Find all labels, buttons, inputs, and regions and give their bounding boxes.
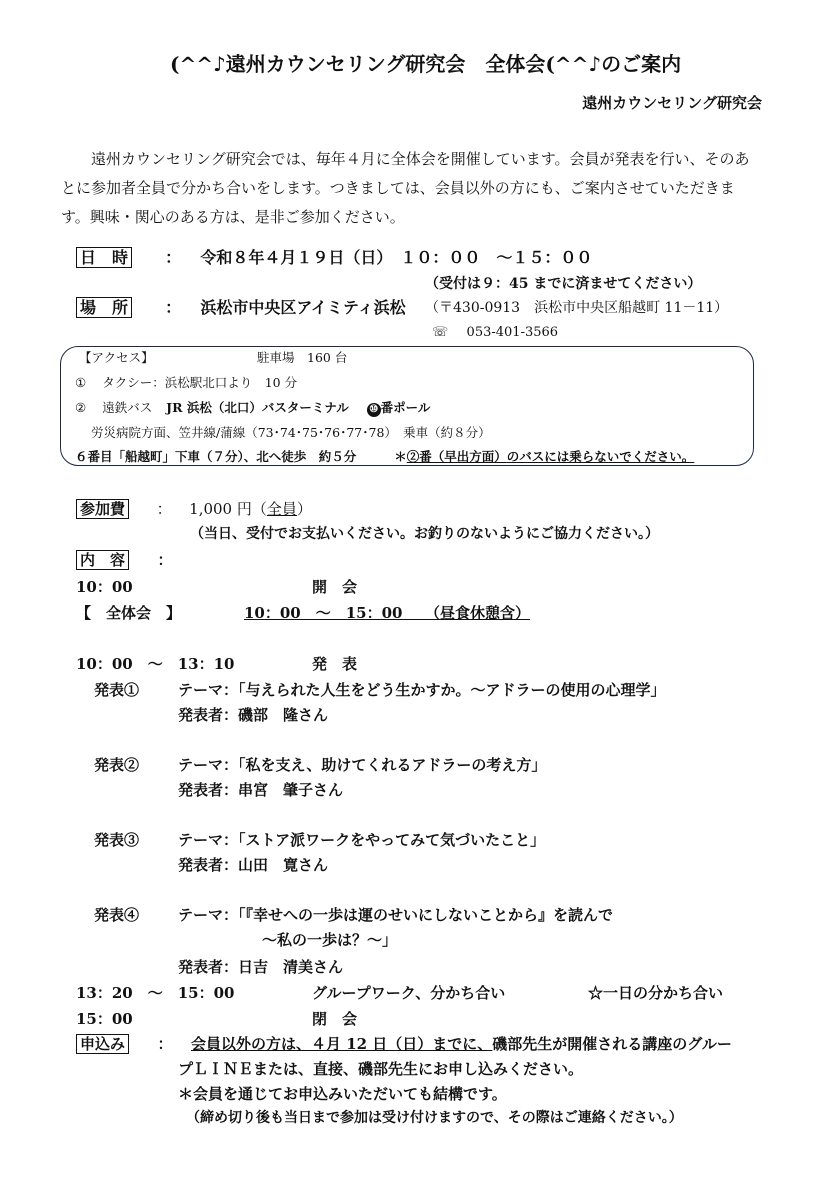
presenter-prefix: 発表者： bbox=[178, 856, 239, 874]
parking-info: 駐車場 160 台 bbox=[257, 350, 348, 365]
content-row bbox=[76, 551, 173, 569]
phone-icon: ☏ bbox=[432, 325, 449, 340]
apply-line4: （締め切り後も当日まで参加は受け付けますので、その際はご連絡ください。） bbox=[186, 1110, 683, 1126]
place-value: 浜松市中央区アイミティ浜松 bbox=[200, 298, 406, 317]
apply-colon: ： bbox=[157, 1035, 173, 1053]
presenter-name: 串宮 肇子さん bbox=[238, 781, 344, 799]
apply-deadline: 会員以外の方は、４月 12 日（日）までに、 bbox=[190, 1035, 493, 1053]
presentation-1-theme bbox=[178, 681, 666, 699]
presentation-3-presenter bbox=[178, 856, 328, 874]
reception-note: （受付は９：45 までに済ませてください） bbox=[425, 276, 702, 292]
apply-line2: プＬＩＮＥまたは、直接、磯部先生にお申し込みください。 bbox=[178, 1060, 584, 1078]
place-phone: 053-401-3566 bbox=[466, 325, 559, 340]
presentation-2-presenter bbox=[178, 781, 343, 799]
apply-row bbox=[76, 1035, 732, 1053]
presentation-2-label: 発表② bbox=[94, 756, 140, 774]
place-phone-row bbox=[432, 325, 558, 341]
theme-prefix: テーマ： bbox=[178, 906, 239, 924]
taxi-info: タクシー：浜松駅北口より 10 分 bbox=[102, 375, 298, 390]
presentation-1-label: 発表① bbox=[94, 681, 140, 699]
fee-close: ） bbox=[296, 500, 312, 518]
theme-prefix: テーマ： bbox=[178, 756, 239, 774]
theme-text: 「『幸せへの一歩は運のせいにしないことから』を読んで bbox=[238, 906, 614, 924]
warning-route: ②番（早出方面） bbox=[406, 449, 507, 464]
warning-text: のバスには乗らないでください。 bbox=[506, 449, 695, 464]
fee-row bbox=[76, 500, 312, 518]
bus-pole-number: ⑩ bbox=[367, 403, 381, 417]
intro-line: す。興味・関心のある方は、是非ご参加ください。 bbox=[61, 208, 405, 226]
place-colon: ： bbox=[165, 298, 182, 317]
content-label: 内 容 bbox=[76, 550, 129, 570]
bus-prefix: 遠鉄バス bbox=[102, 400, 153, 415]
presentation-2-theme bbox=[178, 756, 546, 774]
bus-number: ② bbox=[75, 400, 87, 415]
presentation-time: 10：00 ～ 13：10 bbox=[76, 655, 235, 673]
theme-prefix: テーマ： bbox=[178, 681, 239, 699]
close-label: 閉 会 bbox=[312, 1010, 358, 1028]
open-label: 開 会 bbox=[312, 578, 358, 596]
presenter-prefix: 発表者： bbox=[178, 706, 239, 724]
access-stop-row bbox=[75, 449, 694, 464]
presentation-3-theme bbox=[178, 831, 545, 849]
datetime-row bbox=[76, 248, 592, 267]
presentation-label: 発 表 bbox=[312, 655, 358, 673]
presentation-4-label: 発表④ bbox=[94, 906, 140, 924]
datetime-value: 令和８年４月１９日（日） １０：００ ～１５：００ bbox=[200, 248, 593, 267]
place-address: （〒430-0913 浜松市中央区船越町 11－11） bbox=[425, 300, 729, 316]
group-work-note: ☆一日の分かち合い bbox=[588, 984, 724, 1002]
intro-line: 遠州カウンセリング研究会では、毎年４月に全体会を開催しています。会員が発表を行い、そのあ bbox=[91, 150, 750, 168]
access-heading: 【アクセス】 bbox=[79, 350, 154, 365]
presenter-name: 山田 寛さん bbox=[238, 856, 329, 874]
bus-route: 労災病院方面、笠井線/蒲線（73･74･75･76･77･78） 乗車（約８分） bbox=[91, 425, 491, 440]
bus-terminal: JR 浜松（北口）バスターミナル bbox=[166, 400, 349, 415]
fee-label: 参加費 bbox=[76, 499, 129, 519]
presentation-1-presenter bbox=[178, 706, 328, 724]
group-work-label: グループワーク、分かち合い bbox=[312, 984, 506, 1002]
page-title: (^^♪遠州カウンセリング研究会 全体会(^^♪のご案内 bbox=[170, 52, 682, 76]
fee-value: 1,000 円（ bbox=[189, 500, 267, 518]
bus-stop: ６番目「船越町」下車（７分）、北へ徒歩 約５分 bbox=[75, 449, 357, 464]
intro-line: とに参加者全員で分かち合いをします。つきましては、会員以外の方にも、ご案内させていただきま bbox=[61, 179, 735, 197]
presentation-4-theme-subtitle: ～私の一歩は？～」 bbox=[262, 931, 398, 949]
presenter-prefix: 発表者： bbox=[178, 781, 239, 799]
group-work-time: 13：20 ～ 15：00 bbox=[76, 984, 235, 1002]
intro-paragraph bbox=[61, 145, 778, 232]
presentation-3-label: 発表③ bbox=[94, 831, 140, 849]
fee-target: 全員 bbox=[266, 500, 297, 518]
access-box bbox=[60, 346, 754, 466]
datetime-label: 日 時 bbox=[76, 247, 132, 268]
theme-text: 「与えられた人生をどう生かすか。～アドラーの使用の心理学」 bbox=[238, 681, 666, 699]
apply-line1-rest: 磯部先生が開催される講座のグルー bbox=[492, 1035, 732, 1053]
general-session-label: 【 全体会 】 bbox=[76, 604, 182, 622]
theme-text: 「ストア派ワークをやってみて気づいたこと」 bbox=[238, 831, 546, 849]
presenter-prefix: 発表者： bbox=[178, 958, 239, 976]
bus-pole: 番ポール bbox=[380, 400, 431, 415]
place-label: 場 所 bbox=[76, 297, 132, 318]
apply-line3: ＊会員を通じてお申込みいただいても結構です。 bbox=[178, 1085, 507, 1103]
theme-text: 「私を支え、助けてくれるアドラーの考え方」 bbox=[238, 756, 547, 774]
presenter-name: 磯部 隆さん bbox=[238, 706, 329, 724]
taxi-number: ① bbox=[75, 375, 87, 390]
presentation-4-presenter bbox=[178, 958, 343, 976]
presenter-name: 日吉 清美さん bbox=[238, 958, 344, 976]
access-taxi-row bbox=[75, 375, 297, 390]
fee-note: （当日、受付でお支払いください。お釣りのないようにご協力ください。） bbox=[190, 526, 659, 542]
general-session-time: 10：00 ～ 15：00 （昼食休憩含） bbox=[244, 604, 530, 622]
presentation-4-theme bbox=[178, 906, 613, 924]
datetime-colon: ： bbox=[165, 248, 182, 267]
warning-star: ＊ bbox=[394, 449, 407, 464]
apply-label: 申込み bbox=[76, 1034, 129, 1054]
content-colon: ： bbox=[157, 551, 173, 569]
open-time: 10：00 bbox=[76, 578, 133, 596]
organization-name: 遠州カウンセリング研究会 bbox=[582, 94, 762, 112]
close-time: 15：00 bbox=[76, 1010, 133, 1028]
theme-prefix: テーマ： bbox=[178, 831, 239, 849]
place-row bbox=[76, 298, 406, 317]
access-bus-row bbox=[75, 400, 430, 417]
fee-colon: ： bbox=[156, 500, 172, 518]
